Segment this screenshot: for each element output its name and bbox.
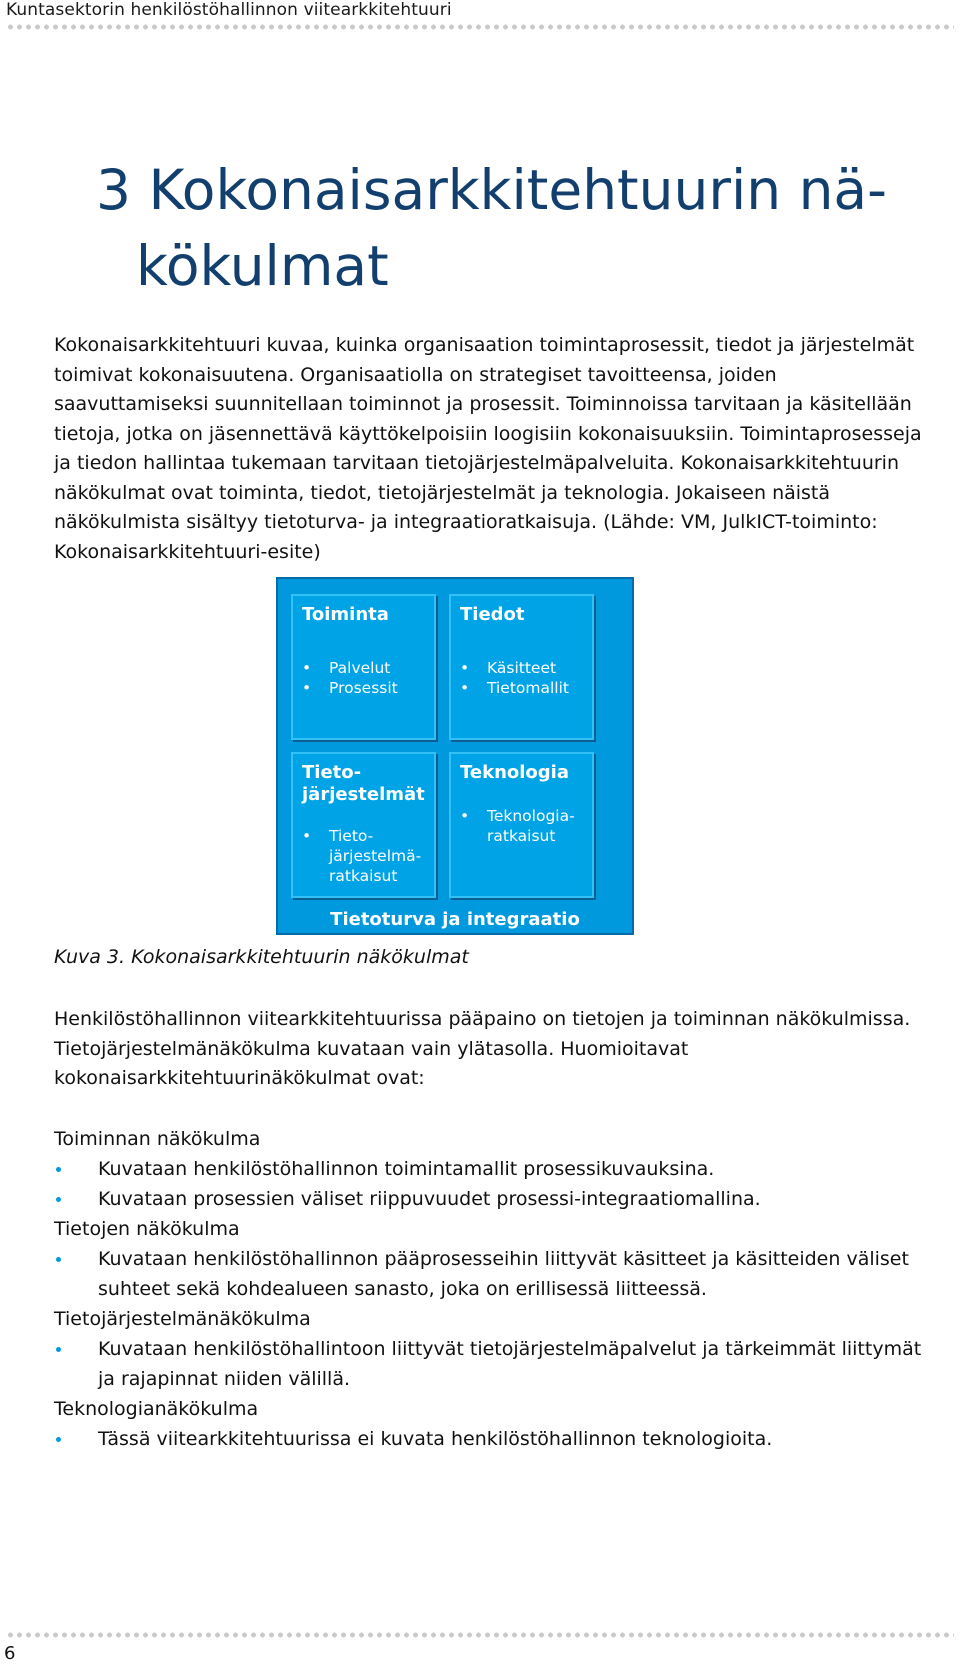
figure-box-item: • Teknologia- ratkaisut: [460, 806, 575, 846]
intro-paragraph: Kokonaisarkkitehtuuri kuvaa, kuinka organisaation toimintaprosessit, tiedot ja järjestelmät toimivat kokonaisuutena. Organisaatiolla on strategiset tavoitteensa, joiden saavuttamiseksi suunnitellaan toiminnot ja prosessit. Toiminnoissa tarvitaan ja käsitellään tietoja, jotka on jäsennettävä käyttökelpoisiin loogisiin kokonaisuuksiin. Toimintaprosesseja ja tiedon hallintaa tukemaan tarvitaan tietojärjestelmäpalveluita. Kokonaisarkkitehtuurin näkökulmat ovat toiminta, tiedot, tietojärjestelmät ja teknologia. Jokaiseen näistä näkökulmista sisältyy tietoturva- ja integraatioratkaisuja. (Lähde: VM, JulkICT-toiminto: Kokonaisarkkitehtuuri-esite): [54, 334, 922, 563]
list-item: [54, 1154, 934, 1184]
figure-footer-label: Tietoturva ja integraatio: [330, 909, 580, 930]
bullet-list: [54, 1244, 934, 1304]
page-number: 6: [4, 1643, 16, 1664]
bullet-icon: [56, 1437, 61, 1442]
figure-box-item: • Käsitteet: [460, 658, 569, 678]
running-header-title: Kuntasektorin henkilöstöhallinnon viitearkkitehtuuri: [6, 0, 452, 20]
figure-caption: Kuva 3. Kokonaisarkkitehtuurin näkökulmat: [54, 946, 469, 968]
list-item-text: Kuvataan henkilöstöhallinnon toimintamallit prosessikuvauksina.: [98, 1158, 715, 1180]
list-item: [54, 1334, 934, 1394]
section-heading-tietojarjestelma: Tietojärjestelmänäkökulma: [54, 1308, 311, 1330]
list-item-text: Kuvataan prosessien väliset riippuvuudet prosessi-integraatiomallina.: [98, 1188, 761, 1210]
figure-box-tiedot: [449, 594, 594, 740]
section-heading-toiminta: Toiminnan näkökulma: [54, 1128, 261, 1150]
footer-dotted-rule: [6, 1632, 954, 1638]
chapter-title-line-2: kökulmat: [136, 234, 389, 298]
figure-box-item: • Tietomallit: [460, 678, 569, 698]
figure-box-title: Tiedot: [460, 604, 525, 625]
list-item: [54, 1184, 934, 1214]
figure-box-tietojarjestelmat: [291, 752, 436, 898]
bullet-icon: [56, 1167, 61, 1172]
bullet-icon: [56, 1257, 61, 1262]
bullet-list: [54, 1424, 934, 1454]
figure-box-items: [302, 658, 398, 698]
viewpoints-list: [54, 1124, 934, 1454]
figure-box-toiminta: [291, 594, 436, 740]
figure-box-items: [302, 826, 421, 886]
list-item-text: Tässä viitearkkitehtuurissa ei kuvata henkilöstöhallinnon teknologioita.: [98, 1428, 773, 1450]
chapter-title-line-1: 3 Kokonaisarkkitehtuurin nä-: [96, 158, 887, 222]
list-item: [54, 1424, 934, 1454]
figure-box-title: Toiminta: [302, 604, 389, 625]
architecture-viewpoints-figure: [276, 577, 634, 935]
figure-box-items: [460, 806, 575, 846]
figure-box-teknologia: [449, 752, 594, 898]
header-dotted-rule: [6, 24, 954, 30]
list-item-text: Kuvataan henkilöstöhallinnon pääprosesseihin liittyvät käsitteet ja käsitteiden väliset suhteet sekä kohdealueen sanasto, joka on erillisessä liitteessä.: [98, 1248, 909, 1300]
figure-box-item: • Prosessit: [302, 678, 398, 698]
chapter-title: [96, 152, 916, 304]
bullet-list: [54, 1154, 934, 1214]
figure-box-items: [460, 658, 569, 698]
bullet-icon: [56, 1347, 61, 1352]
figure-box-item: • Tieto- järjestelmä- ratkaisut: [302, 826, 421, 886]
figure-box-title: Tieto- järjestelmät: [302, 762, 425, 805]
list-item-text: Kuvataan henkilöstöhallintoon liittyvät tietojärjestelmäpalvelut ja tärkeimmät liittymät ja rajapinnat niiden välillä.: [98, 1338, 922, 1390]
bullet-icon: [56, 1197, 61, 1202]
figure-box-item: • Palvelut: [302, 658, 398, 678]
figure-box-title: Teknologia: [460, 762, 569, 783]
section-heading-tiedot: Tietojen näkökulma: [54, 1218, 240, 1240]
second-paragraph: Henkilöstöhallinnon viitearkkitehtuurissa pääpaino on tietojen ja toiminnan näkökulmissa. Tietojärjestelmänäkökulma kuvataan vain ylätasolla. Huomioitavat kokonaisarkkitehtuurinäkökulmat ovat:: [54, 1008, 911, 1089]
list-item: [54, 1244, 934, 1304]
bullet-list: [54, 1334, 934, 1394]
section-heading-teknologia: Teknologianäkökulma: [54, 1398, 259, 1420]
